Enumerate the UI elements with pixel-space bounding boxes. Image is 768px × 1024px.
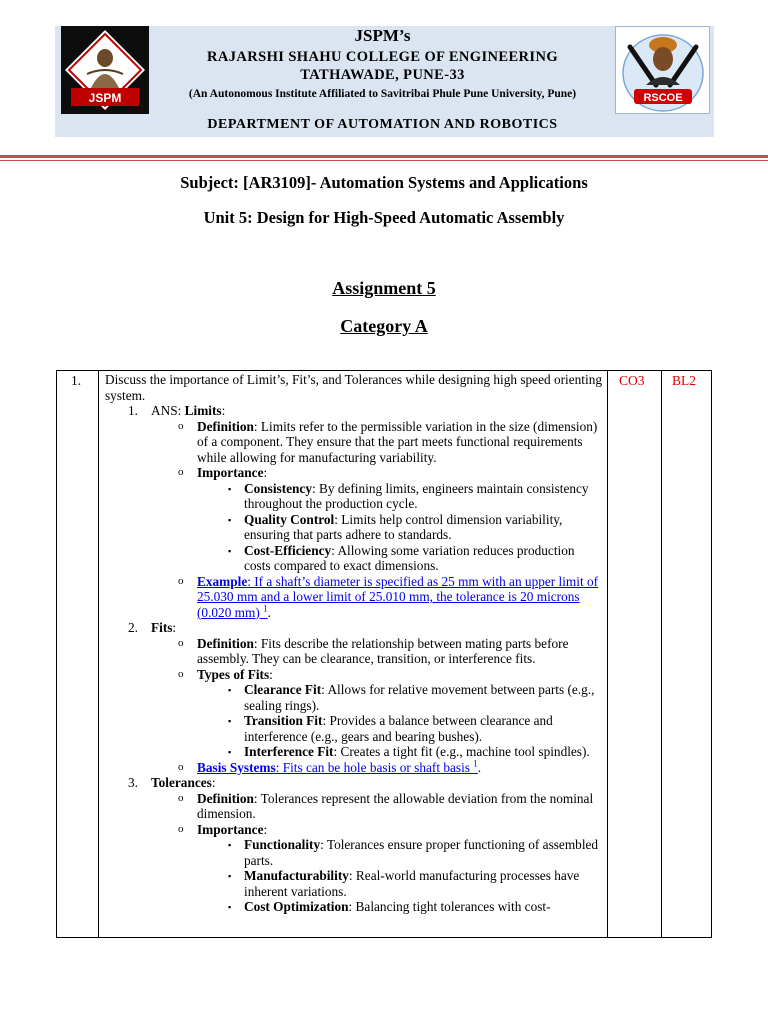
list-item: ▪ Interference Fit: Creates a tight fit (e.g., machine tool spindles). bbox=[228, 744, 590, 759]
department-name: DEPARTMENT OF AUTOMATION AND ROBOTICS bbox=[207, 117, 558, 132]
list-item: ▪ Cost Optimization: Balancing tight tolerances with cost- bbox=[228, 899, 551, 914]
section-limits: 1. ANS: Limits: bbox=[128, 403, 226, 418]
list-item: o Definition: Fits describe the relationship between mating parts before assembly. They can be clearance, transition, or interference fits. bbox=[178, 635, 569, 666]
list-item: ▪ Functionality: Tolerances ensure proper functioning of assembled parts. bbox=[228, 837, 599, 868]
list-item: o Definition: Tolerances represent the allowable deviation from the nominal dimension. bbox=[178, 790, 594, 821]
column-divider bbox=[98, 371, 99, 938]
jspm-logo-text: JSPM bbox=[88, 91, 122, 105]
course-outcome: CO3 bbox=[619, 373, 645, 388]
org-name: JSPM’s bbox=[354, 26, 411, 45]
blooms-level: BL2 bbox=[672, 373, 697, 388]
question-number: 1. bbox=[71, 373, 82, 388]
list-item: ▪ Quality Control: Limits help control dimension variability, ensuring that parts adhere to standards. bbox=[228, 511, 563, 542]
letterhead bbox=[55, 26, 714, 137]
list-item: ▪ Cost-Efficiency: Allowing some variation reduces production costs compared to exact dimensions. bbox=[228, 542, 575, 573]
section-tolerances: 3. Tolerances: bbox=[128, 775, 216, 790]
list-item: o Definition: Limits refer to the permissible variation in the size (dimension) of a component. They ensure that the part meets functional requirements while allowing for manufacturing variability. bbox=[178, 418, 598, 465]
header-rule-thick bbox=[0, 155, 768, 158]
column-divider bbox=[661, 371, 662, 938]
college-name: RAJARSHI SHAHU COLLEGE OF ENGINEERING bbox=[206, 49, 559, 65]
list-item: ▪ Manufacturability: Real-world manufacturing processes have inherent variations. bbox=[228, 868, 580, 899]
subject-line: Subject: [AR3109]- Automation Systems and Applications bbox=[180, 173, 588, 192]
list-item: o Importance: bbox=[178, 821, 268, 837]
unit-line: Unit 5: Design for High-Speed Automatic Assembly bbox=[203, 208, 565, 227]
question-table bbox=[56, 370, 712, 938]
header-rule-thin bbox=[0, 160, 768, 161]
rscoe-logo bbox=[615, 26, 710, 114]
section-fits: 2. Fits: bbox=[128, 620, 177, 635]
basis-systems-link[interactable]: o Basis Systems: Fits can be hole basis or shaft basis $^1$. bbox=[178, 758, 482, 775]
list-item: ▪ Clearance Fit: Allows for relative movement between parts (e.g., sealing rings). bbox=[228, 682, 595, 713]
list-item: o Types of Fits: bbox=[178, 666, 273, 682]
college-city: TATHAWADE, PUNE-33 bbox=[300, 67, 465, 83]
jspm-logo bbox=[61, 26, 149, 114]
list-item: ▪ Consistency: By defining limits, engineers maintain consistency throughout the production cycle. bbox=[228, 480, 589, 511]
category-title: Category A bbox=[340, 316, 428, 336]
column-divider bbox=[607, 371, 608, 938]
answer-body bbox=[105, 372, 602, 915]
rscoe-logo-text: RSCOE bbox=[643, 92, 683, 104]
example-link[interactable]: o Example: If a shaft’s diameter is specified as 25 mm with an upper limit of 25.030 mm and a lower limit of 25.010 mm, the tolerance is 20 microns (0.020 mm) $^1$. bbox=[178, 573, 599, 620]
question-text: Discuss the importance of Limit’s, Fit’s, and Tolerances while designing high speed orienting system. bbox=[105, 372, 602, 403]
assignment-title: Assignment 5 bbox=[332, 278, 436, 298]
list-item: o Importance: bbox=[178, 465, 268, 480]
list-item: ▪ Transition Fit: Provides a balance between clearance and interference (e.g., gears and bearing bushes). bbox=[228, 713, 553, 744]
autonomous-note: (An Autonomous Institute Affiliated to Savitribai Phule Pune University, Pune) bbox=[188, 88, 577, 100]
